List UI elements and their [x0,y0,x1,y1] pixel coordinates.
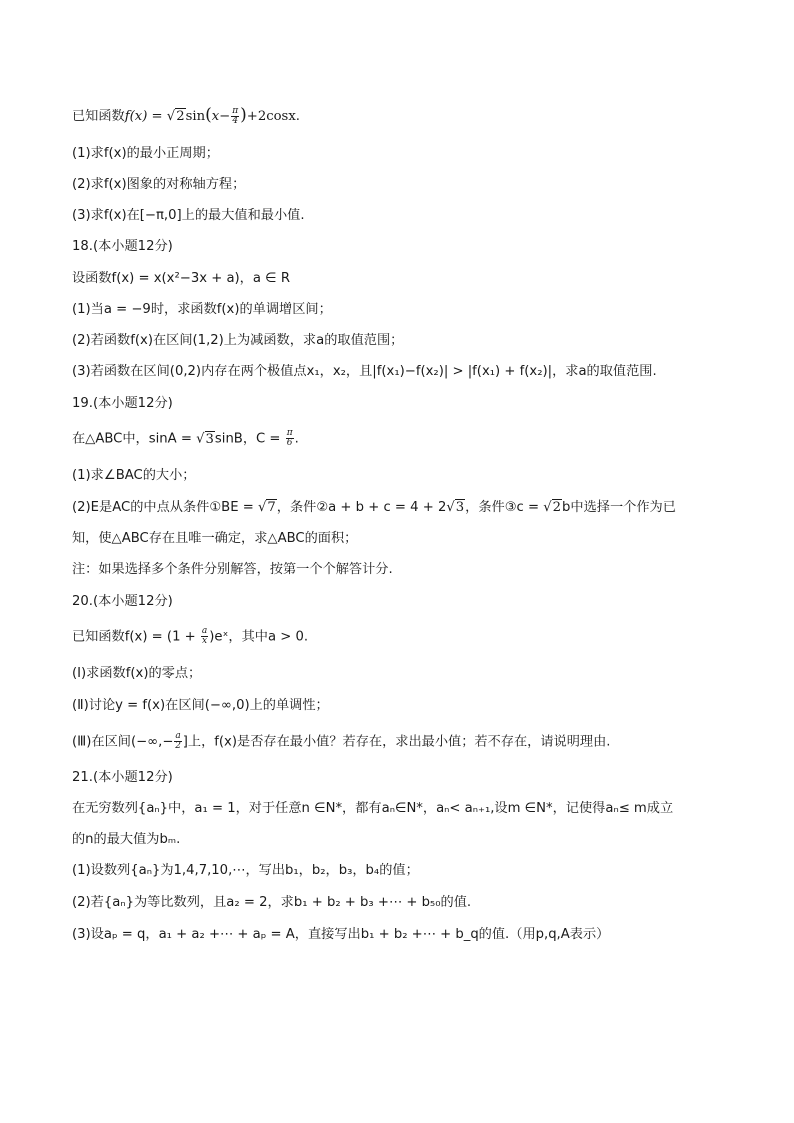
q21-intro-cont: 的n的最大值为bₘ. [72,832,181,847]
q17-part2: (2)求f(x)图象的对称轴方程； [72,177,246,192]
pi-over-4: $\frac{\pi}{4}$ [232,105,239,126]
q20-part1: (Ⅰ)求函数f(x)的零点； [72,666,202,681]
sqrt-3: √3 [196,431,214,447]
q19-intro: 在△ABC中，sinA = √3sinB，C = $\frac{\pi}{6}$ . [72,428,299,448]
a-over-2: $\frac{a}{2}$ [175,731,181,751]
q19-note: 注：如果选择多个条件分别解答，按第一个个解答计分. [72,562,393,577]
q20-heading: 20.(本小题12分) [72,594,173,609]
q17-part1: (1)求f(x)的最小正周期； [72,146,219,161]
q21-intro: 在无穷数列{aₙ}中，a₁ = 1，对于任意n ∈N*，都有aₙ∈N*，aₙ< aₙ₊₁,设m ∈N*，记使得aₙ≤ m成立 [72,801,674,816]
q19-part1: (1)求∠BAC的大小； [72,468,196,483]
pi-over-6: $\frac{\pi}{6}$ [286,428,293,448]
q17-part3: (3)求f(x)在[−π,0]上的最大值和最小值. [72,208,305,223]
q18-part1: (1)当a = −9时，求函数f(x)的单调增区间； [72,302,332,317]
q20-part3: (Ⅲ)在区间(−∞,− $\frac{a}{2}$ ]上，f(x)是否存在最小值？若存在，求出最小值；若不存在，请说明理由. [72,731,611,751]
q21-part2: (2)若{aₙ}为等比数列，且a₂ = 2，求b₁ + b₂ + b₃ +⋯ + b₅₀的值. [72,895,472,910]
q19-part2: (2)E是AC的中点从条件①BE = √7，条件②a + b + c = 4 + 2√3，条件③c = √2b中选择一个作为已 [72,500,676,515]
sqrt-2b: √2 [543,500,562,515]
q17-func: f(x) = [124,109,167,124]
q20-intro: 已知函数f(x) = (1 + $\frac{a}{x}$ )eˣ，其中a > 0. [72,626,309,646]
q20-part2: (Ⅱ)讨论y = f(x)在区间(−∞,0)上的单调性； [72,698,329,713]
q19-part2-cont: 知，使△ABC存在且唯一确定，求△ABC的面积； [72,531,358,546]
q21-part3: (3)设aₚ = q，a₁ + a₂ +⋯ + aₚ = A，直接写出b₁ + b₂ +⋯ + b_q的值.（用p,q,A表示） [72,927,610,942]
a-over-x: $\frac{a}{x}$ [201,626,208,646]
q18-part2: (2)若函数f(x)在区间(1,2)上为减函数，求a的取值范围； [72,333,404,348]
sin-word: sin [185,109,206,124]
q18-heading: 18.(本小题12分) [72,239,173,254]
q18-intro: 设函数f(x) = x(x²−3x + a)，a ∈ R [72,271,290,286]
arg-x: x− [211,109,231,124]
q17-tail: +2cosx [246,109,296,124]
q17-intro-text: 已知函数 [72,109,125,124]
q21-heading: 21.(本小题12分) [72,770,173,785]
q21-part1: (1)设数列{aₙ}为1,4,7,10,⋯，写出b₁，b₂，b₃，b₄的值； [72,863,419,878]
q17-intro: 已知函数f(x) = √2sin(x− $\frac{\pi}{4}$ )+2cosx. [72,105,300,126]
q19-heading: 19.(本小题12分) [72,396,173,411]
sqrt-7: √7 [257,500,276,515]
sqrt-3b: √3 [446,500,465,515]
sqrt-2: √2 [166,109,185,124]
q18-part3: (3)若函数在区间(0,2)内存在两个极值点x₁，x₂，且|f(x₁)−f(x₂)| > |f(x₁) + f(x₂)|，求a的取值范围. [72,364,657,379]
